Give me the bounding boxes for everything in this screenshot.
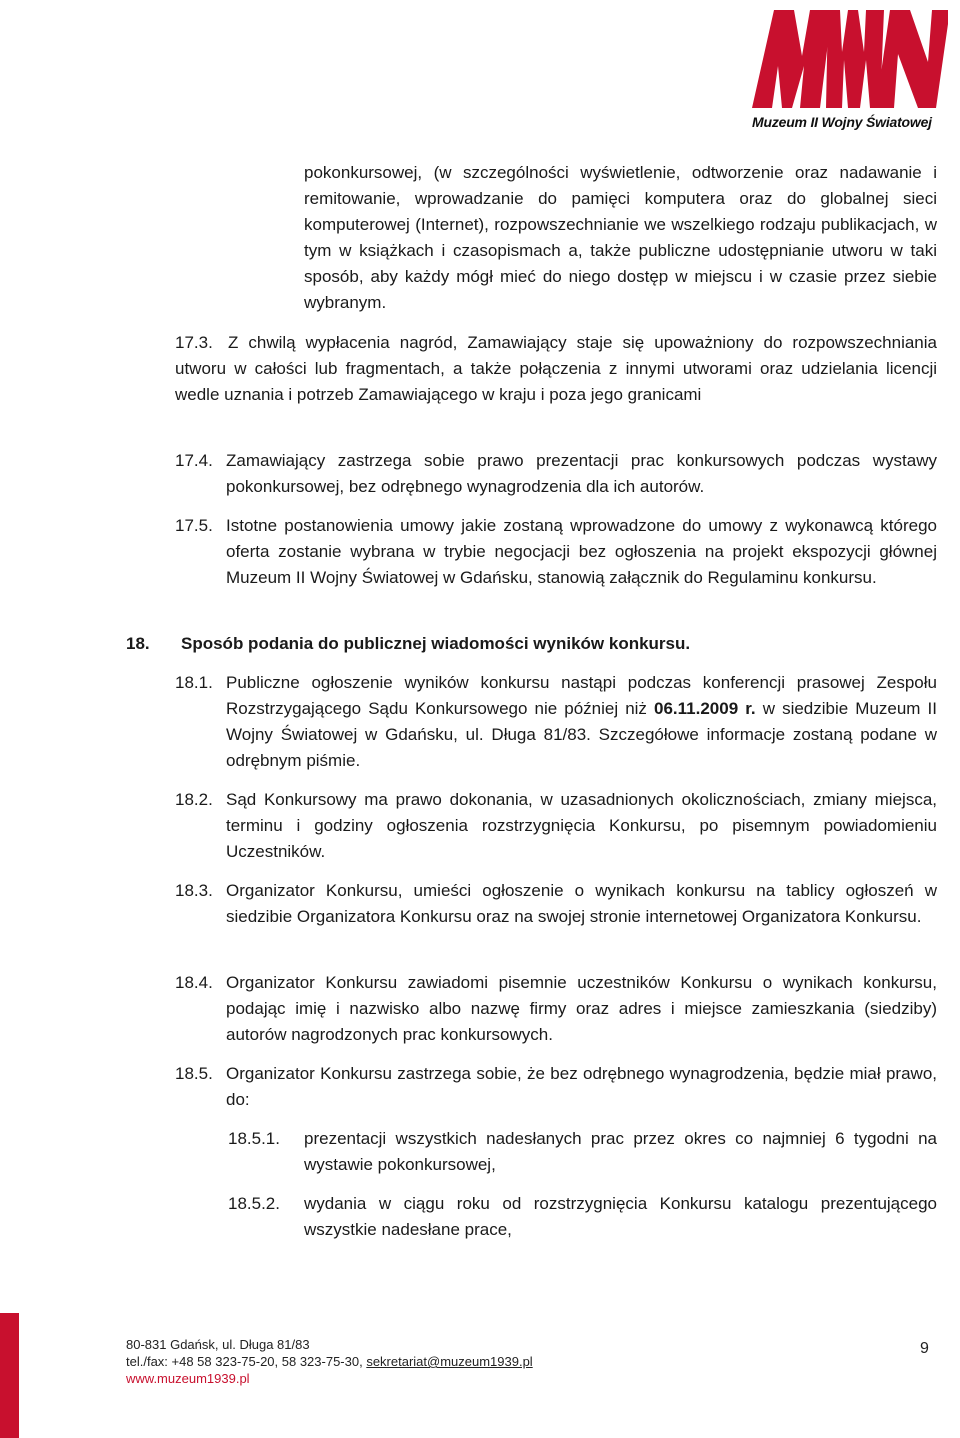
section-number-17-3: 17.3.: [175, 333, 213, 352]
museum-logo: [748, 4, 948, 132]
announcement-date: 06.11.2009 r.: [654, 699, 756, 718]
paragraph-17-3: Z chwilą wypłacenia nagród, Zamawiający staje się upoważniony do rozpowszechniania utworu w całości lub fragmentach, a także połączenia z innymi utworami oraz udzielania licencji wedle uznania i potrzeb Zamawiającego w kraju i poza jego granicami: [175, 333, 937, 404]
paragraph-18-2: Sąd Konkursowy ma prawo dokonania, w uzasadnionych okolicznościach, zmiany miejsca, terminu i godziny ogłoszenia rozstrzygnięcia Konkursu, po pisemnym powiadomieniu Uczestników.: [226, 790, 937, 861]
section-number-18-5-1: 18.5.1.: [228, 1129, 280, 1148]
footer-contact: [126, 1336, 533, 1387]
section-number-18-5-2: 18.5.2.: [228, 1194, 280, 1213]
footer-address: 80-831 Gdańsk, ul. Długa 81/83: [126, 1337, 310, 1352]
paragraph-18-3: Organizator Konkursu, umieści ogłoszenie o wynikach konkursu na tablicy ogłoszeń w siedzibie Organizatora Konkursu oraz na swojej stronie internetowej Organizatora Konkursu.: [226, 881, 937, 926]
section-number-17-4: 17.4.: [175, 451, 213, 470]
paragraph-18-5-2: wydania w ciągu roku od rozstrzygnięcia Konkursu katalogu prezentującego wszystkie nadesłane prace,: [304, 1194, 937, 1239]
section-number-18-2: 18.2.: [175, 790, 213, 809]
footer-red-bar: [0, 1313, 19, 1438]
paragraph-18-1: Publiczne ogłoszenie wyników konkursu nastąpi podczas konferencji prasowej Zespołu Rozstrzygającego Sądu Konkursowego nie później niż 06.11.2009 r. w siedzibie Muzeum II Wojny Światowej w Gdańsku, ul. Długa 81/83. Szczegółowe informacje zostaną podane w odrębnym piśmie.: [226, 673, 937, 770]
section-heading-18: Sposób podania do publicznej wiadomości wyników konkursu.: [181, 634, 691, 653]
paragraph-18-5: Organizator Konkursu zastrzega sobie, że bez odrębnego wynagrodzenia, będzie miał prawo, do:: [226, 1064, 937, 1109]
section-number-17-5: 17.5.: [175, 516, 213, 535]
page-number: 9: [920, 1340, 929, 1357]
section-number-18-1: 18.1.: [175, 673, 213, 692]
footer-email-link[interactable]: sekretariat@muzeum1939.pl: [366, 1354, 533, 1369]
section-number-18: 18.: [126, 634, 150, 653]
paragraph-18-4: Organizator Konkursu zawiadomi pisemnie uczestników Konkursu o wynikach konkursu, podając imię i nazwisko albo nazwę firmy oraz adres i miejsce zamieszkania (siedziby) autorów nagrodzonych prac konkursowych.: [226, 973, 937, 1044]
paragraph-17-5: Istotne postanowienia umowy jakie zostaną wprowadzone do umowy z wykonawcą którego oferta zostanie wybrana w trybie negocjacji bez ogłoszenia na projekt ekspozycji głównej Muzeum II Wojny Światowej w Gdańsku, stanowią załącznik do Regulaminu konkursu.: [226, 516, 937, 587]
section-number-18-5: 18.5.: [175, 1064, 213, 1083]
footer-website-link[interactable]: www.muzeum1939.pl: [126, 1371, 250, 1386]
section-number-18-3: 18.3.: [175, 881, 213, 900]
footer-phone: tel./fax: +48 58 323-75-20, 58 323-75-30,: [126, 1354, 367, 1369]
paragraph-17-4: Zamawiający zastrzega sobie prawo prezentacji prac konkursowych podczas wystawy pokonkursowej, bez odrębnego wynagrodzenia dla ich autorów.: [226, 451, 937, 496]
continuation-paragraph: pokonkursowej, (w szczególności wyświetlenie, odtworzenie oraz nadawanie i remitowanie, wprowadzanie do pamięci komputera oraz do globalnej sieci komputerowej (Internet), rozpowszechnianie we wszelkiego rodzaju publikacjach, w tym w książkach i czasopismach a, także publiczne udostępnianie utworu w taki sposób, aby każdy mógł mieć do niego dostęp w miejscu i w czasie przez siebie wybranym.: [304, 163, 937, 312]
paragraph-18-5-1: prezentacji wszystkich nadesłanych prac przez okres co najmniej 6 tygodni na wystawie pokonkursowej,: [304, 1129, 937, 1174]
footer-phone-line: [126, 1353, 533, 1370]
logo-caption: Muzeum II Wojny Światowej: [752, 114, 932, 130]
section-number-18-4: 18.4.: [175, 973, 213, 992]
